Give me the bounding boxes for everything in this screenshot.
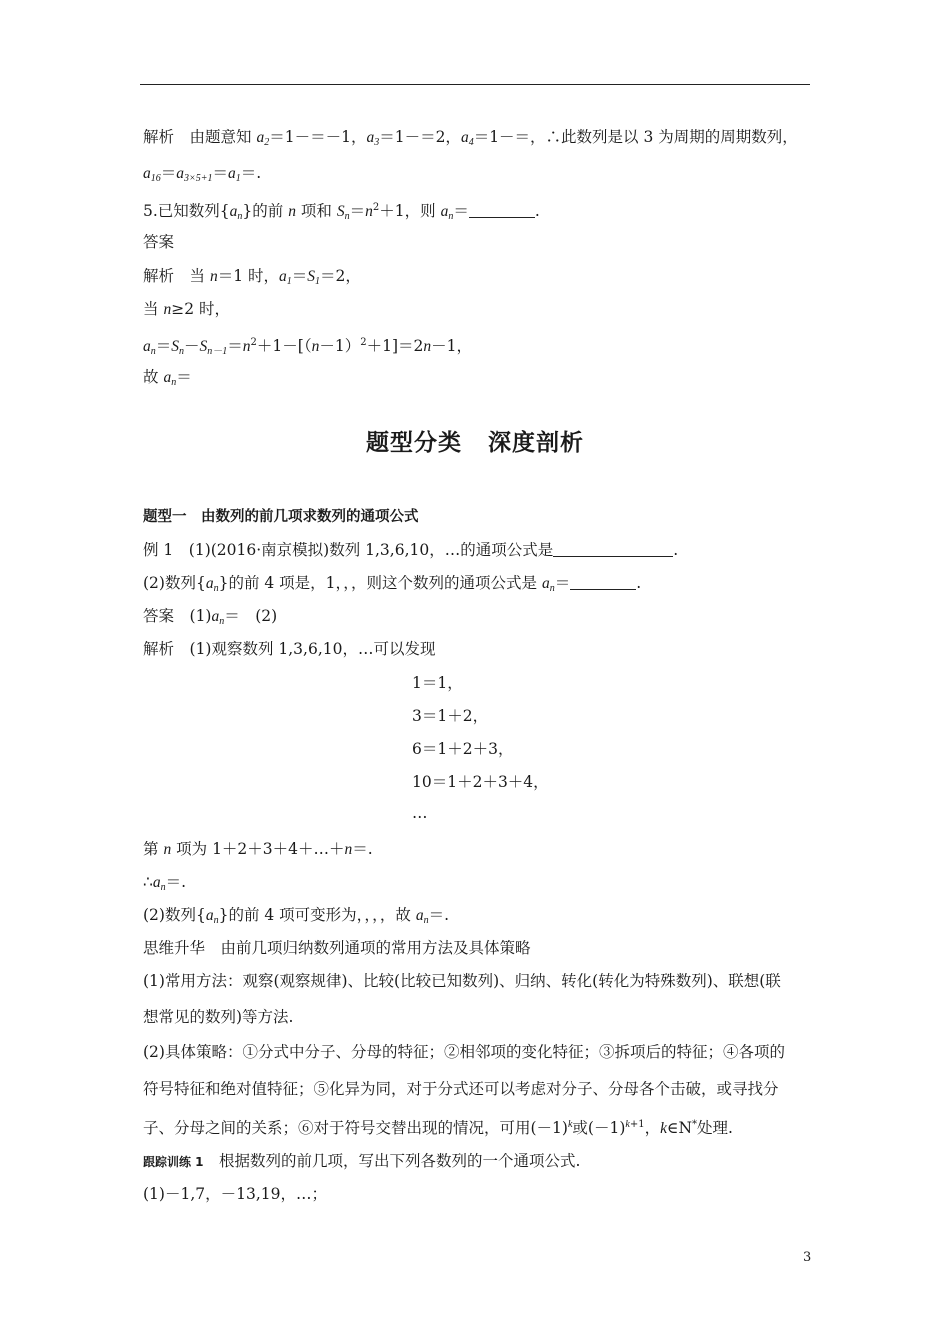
text: － bbox=[184, 337, 200, 355]
text: ＝ bbox=[224, 607, 240, 625]
text: 项为 1＋2＋3＋4＋…＋ bbox=[176, 840, 345, 858]
example-1-part-2: (2)数列$\{a_n\}$的前 4 项是，1，，，则这个数列的通项公式是 $a_n=$ . bbox=[143, 574, 642, 594]
part-2-solution: (2)数列$\{a_n\}$的前 4 项可变形为，，，，故 $a_n=$. bbox=[143, 906, 450, 926]
text: ∈N bbox=[667, 1119, 693, 1137]
tracking-exercise-1 bbox=[143, 1150, 580, 1173]
solution-5-line-1: 解析 当 n＝1 时，$a_1=S_1=2$， bbox=[143, 267, 361, 287]
text: 处理. bbox=[697, 1119, 733, 1137]
equation-2: 3＝1＋2， bbox=[412, 707, 489, 725]
text: －1） bbox=[319, 337, 361, 355]
strategy-line-2: 符号特征和绝对值特征；⑤化异为同，对于分式还可以考虑对分子、分母各个击破，或寻找分 bbox=[143, 1080, 779, 1098]
text: (2)数列{ bbox=[143, 574, 206, 592]
text: (1) bbox=[189, 607, 212, 625]
tracking-label: 跟踪训练 1 bbox=[143, 1155, 204, 1169]
text: (1)(2016·南京模拟)数列 1,3,6,10，…的通项公式是 bbox=[188, 541, 554, 559]
example-1-solution bbox=[143, 638, 436, 660]
text: ∴ bbox=[143, 873, 153, 891]
therefore-line: $\therefore a_n=$. bbox=[143, 873, 187, 893]
header-rule bbox=[140, 84, 810, 85]
type-1-heading bbox=[143, 506, 419, 528]
nth-term-line: 第 n 项为 1＋2＋3＋4＋…＋n＝. bbox=[143, 840, 373, 858]
text: (2) bbox=[255, 607, 278, 625]
text: ＝ bbox=[155, 337, 172, 355]
text: 或(－1) bbox=[572, 1119, 626, 1137]
text: 题型一 bbox=[143, 509, 187, 525]
text: 例 1 bbox=[143, 541, 174, 559]
methods-line-1: (1)常用方法：观察(观察规律)、比较(比较已知数列)、归纳、转化(转化为特殊数列)、联想(联 bbox=[143, 972, 781, 990]
question-5: 5.已知数列$\{a_n\}$的前 n 项和 $S_n=n^2+1$，则 $a_n=$ . bbox=[143, 202, 540, 222]
text: 当 bbox=[189, 267, 206, 285]
text: ＝2， bbox=[320, 267, 361, 285]
answer-label bbox=[143, 231, 174, 253]
solution-label: 解析 bbox=[143, 128, 175, 146]
text: 答案 bbox=[143, 607, 175, 625]
text: 深度剖析 bbox=[488, 430, 584, 456]
text: ＝. bbox=[165, 873, 187, 891]
text: ＋1]＝2 bbox=[366, 337, 424, 355]
text: ≥2 时， bbox=[171, 300, 230, 318]
solution-line-2: $a_{16}=a_{3\times 5+1}=a_1=$. bbox=[143, 164, 262, 184]
text: ＝ bbox=[176, 368, 192, 386]
example-1-part-1 bbox=[143, 539, 678, 561]
text: (1)观察数列 1,3,6,10，…可以发现 bbox=[189, 640, 436, 658]
text: ＋1，则 bbox=[379, 202, 436, 220]
text: 故 bbox=[143, 368, 159, 386]
answer-blank bbox=[570, 575, 636, 590]
page-number: 3 bbox=[803, 1250, 812, 1265]
answer-blank bbox=[553, 542, 673, 557]
text: }的前 4 项可变形为，，，，故 bbox=[218, 906, 411, 924]
text: 题型分类 bbox=[366, 430, 462, 456]
text: 第 bbox=[143, 840, 159, 858]
text: ＝ bbox=[554, 574, 571, 592]
text: ＝ bbox=[291, 267, 308, 285]
tracking-item-1: (1)－1,7，－13,19，…； bbox=[143, 1185, 327, 1203]
text: ＝ bbox=[227, 337, 243, 355]
text: 解析 bbox=[143, 267, 175, 285]
solution-5-line-2: 当 n≥2 时， bbox=[143, 300, 230, 318]
text: ＝. bbox=[428, 906, 450, 924]
strategy-line-1: (2)具体策略：①分式中分子、分母的特征；②相邻项的变化特征；③拆项后的特征；④各项的 bbox=[143, 1043, 785, 1061]
solution-5-line-3: $a_n=S_n-S_{n-1}=n^2+1-[(n-1)^2+1]=2n-1$， bbox=[143, 337, 472, 357]
text: 由题意知 bbox=[189, 128, 252, 146]
equation-ellipsis: … bbox=[412, 804, 428, 822]
equation-1: 1＝1， bbox=[412, 674, 463, 692]
text: ＝1－＝2， bbox=[379, 128, 461, 146]
text: 思维升华 bbox=[143, 939, 206, 957]
example-1-answer: 答案 $(1)a_n= (2)$ bbox=[143, 607, 278, 627]
text: 5.已知数列{ bbox=[143, 202, 230, 220]
text: . bbox=[673, 541, 679, 559]
text: 解析 bbox=[143, 640, 175, 658]
thinking-summary-heading bbox=[143, 937, 531, 959]
text: 当 bbox=[143, 300, 159, 318]
methods-line-2: 想常见的数列)等方法. bbox=[143, 1008, 294, 1026]
section-title bbox=[0, 424, 950, 457]
equation-4: 10＝1＋2＋3＋4， bbox=[412, 773, 549, 791]
solution-line-1: 解析 由题意知 $a_2=1-=-1$，$a_3=1-=2$，$a_4=1-=$，∴此数列是以 3 为周期的周期数列， bbox=[143, 128, 798, 148]
text: 项和 bbox=[300, 202, 332, 220]
text: ， bbox=[644, 1119, 661, 1137]
text: －1， bbox=[431, 337, 472, 355]
text: ＝1－＝－1， bbox=[269, 128, 367, 146]
text: ＝ bbox=[453, 202, 469, 220]
solution-5-line-4: 故 $a_n=$ bbox=[143, 368, 192, 388]
text: ＋1－[（ bbox=[256, 337, 312, 355]
text: ＝ bbox=[349, 202, 366, 220]
text: 子、分母之间的关系；⑥对于符号交替出现的情况，可用(－1) bbox=[143, 1119, 568, 1137]
equation-3: 6＝1＋2＋3， bbox=[412, 740, 514, 758]
answer-blank bbox=[469, 203, 535, 218]
text: }的前 4 项是，1，，，则这个数列的通项公式是 bbox=[218, 574, 538, 592]
strategy-line-3: 子、分母之间的关系；⑥对于符号交替出现的情况，可用$(-1)^k$或$(-1)^{k+1}$，k∈N*处理. bbox=[143, 1119, 733, 1137]
text: ＝1 时， bbox=[217, 267, 280, 285]
text: . bbox=[636, 574, 642, 592]
text: ＝. bbox=[352, 840, 373, 858]
text: ＝1－＝，∴此数列是以 3 为周期的周期数列， bbox=[473, 128, 798, 146]
text: 答案 bbox=[143, 233, 175, 251]
text: (2)数列{ bbox=[143, 906, 206, 924]
text: }的前 bbox=[242, 202, 284, 220]
text: 由前几项归纳数列通项的常用方法及具体策略 bbox=[220, 939, 531, 957]
text: 根据数列的前几项，写出下列各数列的一个通项公式. bbox=[219, 1152, 581, 1170]
text: 由数列的前几项求数列的通项公式 bbox=[201, 509, 419, 525]
